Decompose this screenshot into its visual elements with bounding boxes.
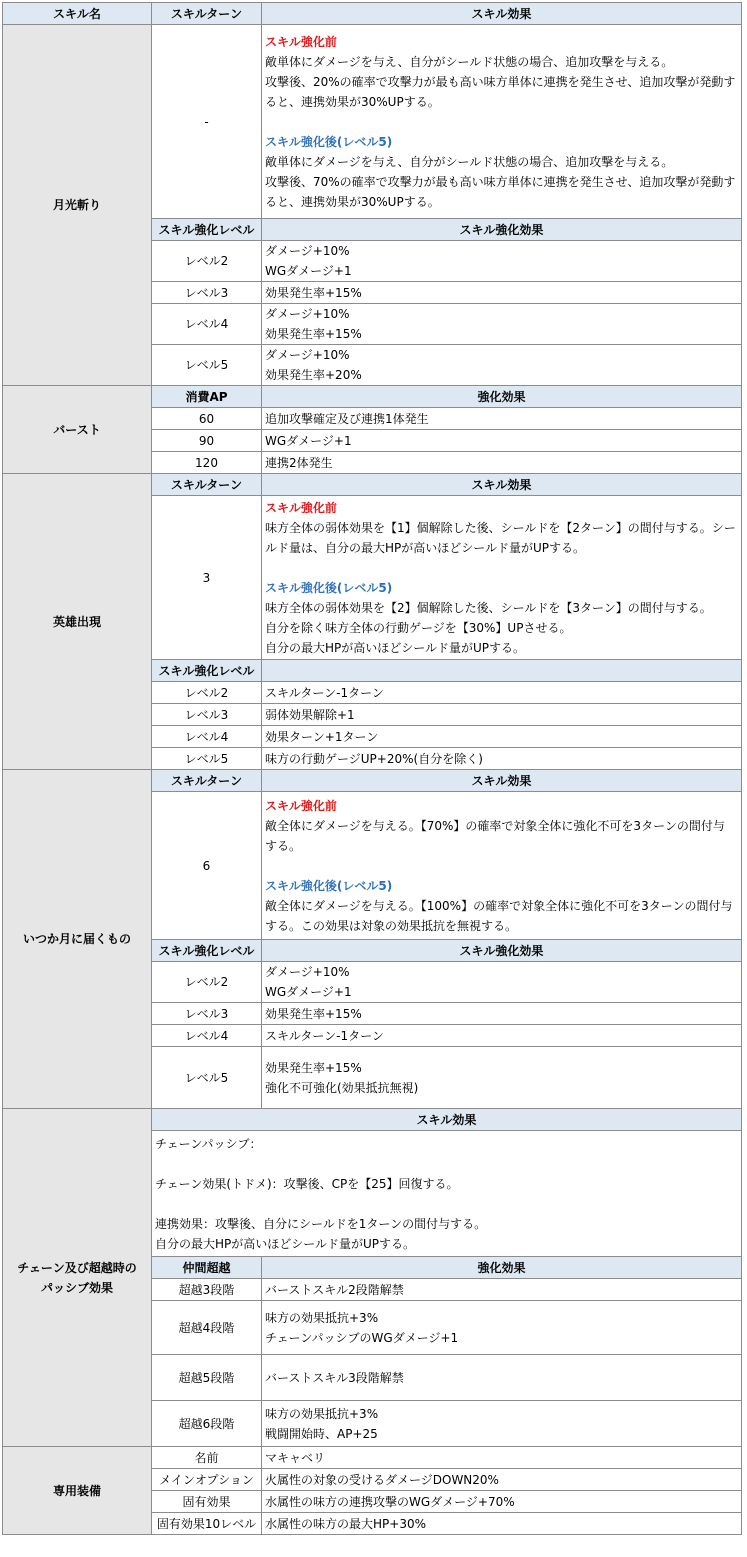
header-skill-name: スキル名 [3, 3, 152, 25]
header-skill-turn: スキルターン [152, 3, 262, 25]
skill2-effect [262, 496, 742, 660]
skill2-level-header: スキル強化レベル [152, 660, 262, 682]
skill2-before-line-1: 味方全体の弱体効果を【1】個解除した後、シールドを【2ターン】の間付与する。シー [265, 520, 736, 535]
skill1-after-line-3: ると、連携効果が30%UPする。 [265, 194, 440, 209]
skill2-header-row [3, 474, 742, 496]
equip-label-2: メインオプション [152, 1469, 262, 1491]
skill3-turn-header: スキルターン [152, 770, 262, 792]
passive-header-row [3, 1109, 742, 1131]
skill2-level-2: レベル2 [152, 682, 262, 704]
burst-effect-header: 強化効果 [262, 386, 742, 408]
burst-header-row [3, 386, 742, 408]
skill2-level-effect-header [262, 660, 742, 682]
skill3-name: いつか月に届くもの [3, 770, 152, 1109]
skill3-level-4: レベル4 [152, 1025, 262, 1047]
burst-ap-3: 120 [152, 452, 262, 474]
skill3-effect-header: スキル効果 [262, 770, 742, 792]
skill1-level-header: スキル強化レベル [152, 219, 262, 241]
skill2-after-label: スキル強化後(レベル5) [265, 580, 393, 595]
passive-trans-3-effect: バーストスキル2段階解禁 [262, 1279, 742, 1301]
skill1-before-label: スキル強化前 [265, 34, 337, 49]
skill2-turn-header: スキルターン [152, 474, 262, 496]
equip-value-1: マキャベリ [262, 1447, 742, 1469]
passive-link-line-1: 連携効果：攻撃後、自分にシールドを1ターンの間付与する。 [155, 1216, 487, 1231]
skill1-turn: - [152, 25, 262, 219]
burst-effect-2: WGダメージ+1 [262, 430, 742, 452]
skill2-after-line-3: 自分の最大HPが高いほどシールド量がUPする。 [265, 640, 526, 655]
skill1-before-line-2: 攻撃後、20%の確率で攻撃力が最も高い味方単体に連携を発生させ、追加攻撃が発動す [265, 74, 736, 89]
passive-trans-6-effect [262, 1401, 742, 1447]
passive-trans-4-line-2: チェーンパッシブのWGダメージ+1 [265, 1330, 459, 1345]
skill2-effect-header: スキル効果 [262, 474, 742, 496]
skill1-after-label: スキル強化後(レベル5) [265, 134, 393, 149]
passive-trans-5: 超越5段階 [152, 1355, 262, 1401]
skill1-after-line-2: 攻撃後、70%の確率で攻撃力が最も高い味方単体に連携を発生させ、追加攻撃が発動す [265, 174, 736, 189]
table-header-row [3, 3, 742, 25]
passive-effect [152, 1131, 742, 1257]
equip-value-2: 火属性の対象の受けるダメージDOWN20% [262, 1469, 742, 1491]
equip-row [3, 1447, 742, 1469]
skill3-level-5-line-1: 効果発生率+15% [265, 1060, 362, 1075]
skill1-effect [262, 25, 742, 219]
skill2-level-2-effect: スキルターン-1ターン [262, 682, 742, 704]
skill1-level-5-line-2: 効果発生率+20% [265, 368, 362, 382]
skill3-level-header: スキル強化レベル [152, 940, 262, 962]
burst-ap-header: 消費AP [152, 386, 262, 408]
skill3-after-label: スキル強化後(レベル5) [265, 878, 393, 893]
skill-table [2, 2, 742, 1535]
passive-trans-6-line-1: 味方の効果抵抗+3% [265, 1406, 379, 1421]
skill3-after-line-1: 敵全体にダメージを与える。【100%】の確率で対象全体に強化不可を3ターンの間付与 [265, 898, 733, 913]
passive-trans-4: 超越4段階 [152, 1301, 262, 1355]
skill3-level-3: レベル3 [152, 1003, 262, 1025]
skill3-turn: 6 [152, 792, 262, 940]
skill1-level-2-line-2: WGダメージ+1 [265, 264, 352, 278]
equip-label-1: 名前 [152, 1447, 262, 1469]
equip-value-3: 水属性の味方の連携攻撃のWGダメージ+70% [262, 1491, 742, 1513]
skill1-level-4-effect [262, 304, 742, 345]
passive-trans-effect-header: 強化効果 [262, 1257, 742, 1279]
skill1-main-row [3, 25, 742, 219]
passive-trans-4-line-1: 味方の効果抵抗+3% [265, 1310, 379, 1325]
skill3-level-effect-header: スキル強化効果 [262, 940, 742, 962]
skill1-before-line-1: 敵単体にダメージを与え、自分がシールド状態の場合、追加攻撃を与える。 [265, 54, 674, 69]
skill2-after-line-1: 味方全体の弱体効果を【2】個解除した後、シールドを【3ターン】の間付与する。 [265, 600, 712, 615]
skill2-after-line-2: 自分を除く味方全体の行動ゲージを【30%】UPさせる。 [265, 620, 572, 635]
burst-ap-1: 60 [152, 408, 262, 430]
skill3-header-row [3, 770, 742, 792]
skill3-level-5: レベル5 [152, 1047, 262, 1109]
skill3-effect [262, 792, 742, 940]
skill1-after-line-1: 敵単体にダメージを与え、自分がシールド状態の場合、追加攻撃を与える。 [265, 154, 674, 169]
skill2-level-3: レベル3 [152, 704, 262, 726]
skill2-name: 英雄出現 [3, 474, 152, 770]
passive-trans-5-effect: バーストスキル3段階解禁 [262, 1355, 742, 1401]
passive-trans-4-effect [262, 1301, 742, 1355]
skill1-before-line-3: ると、連携効果が30%UPする。 [265, 94, 440, 109]
skill1-level-effect-header: スキル強化効果 [262, 219, 742, 241]
burst-name: バースト [3, 386, 152, 474]
skill3-before-label: スキル強化前 [265, 798, 337, 813]
skill3-level-2-effect [262, 962, 742, 1003]
skill1-name: 月光斬り [3, 25, 152, 386]
passive-link-line-2: 自分の最大HPが高いほどシールド量がUPする。 [155, 1236, 416, 1251]
skill3-before-line-1: 敵全体にダメージを与える。【70%】の確率で対象全体に強化不可を3ターンの間付与 [265, 818, 725, 833]
passive-effect-header: スキル効果 [152, 1109, 742, 1131]
burst-effect-3: 連携2体発生 [262, 452, 742, 474]
passive-trans-3: 超越3段階 [152, 1279, 262, 1301]
skill3-after-line-2: する。この効果は対象の効果抵抗を無視する。 [265, 918, 518, 933]
equip-value-4: 水属性の味方の最大HP+30% [262, 1513, 742, 1535]
skill3-level-2-line-2: WGダメージ+1 [265, 985, 352, 999]
passive-name-line-2: パッシブ効果 [40, 1280, 113, 1295]
skill1-level-3-effect: 効果発生率+15% [262, 282, 742, 304]
passive-chain-effect: チェーン効果(トドメ)：攻撃後、CPを【25】回復する。 [155, 1176, 459, 1191]
skill3-level-5-effect [262, 1047, 742, 1109]
equip-label-4: 固有効果10レベル [152, 1513, 262, 1535]
skill1-level-3: レベル3 [152, 282, 262, 304]
skill1-level-4-line-1: ダメージ+10% [265, 307, 350, 321]
skill1-level-4: レベル4 [152, 304, 262, 345]
skill1-level-2: レベル2 [152, 241, 262, 282]
skill1-level-5-line-1: ダメージ+10% [265, 348, 350, 362]
burst-effect-1: 追加攻撃確定及び連携1体発生 [262, 408, 742, 430]
skill1-level-4-line-2: 効果発生率+15% [265, 327, 362, 341]
passive-chain-label: チェーンパッシブ： [155, 1136, 262, 1151]
skill2-turn: 3 [152, 496, 262, 660]
skill3-level-4-effect: スキルターン-1ターン [262, 1025, 742, 1047]
skill2-before-line-2: ルド量は、自分の最大HPが高いほどシールド量がUPする。 [265, 540, 586, 555]
passive-name [3, 1109, 152, 1447]
skill2-level-4: レベル4 [152, 726, 262, 748]
skill3-level-2: レベル2 [152, 962, 262, 1003]
passive-trans-6: 超越6段階 [152, 1401, 262, 1447]
header-skill-effect: スキル効果 [262, 3, 742, 25]
skill1-level-2-effect [262, 241, 742, 282]
skill3-level-3-effect: 効果発生率+15% [262, 1003, 742, 1025]
passive-trans-header: 仲間超越 [152, 1257, 262, 1279]
burst-ap-2: 90 [152, 430, 262, 452]
skill2-level-5-effect: 味方の行動ゲージUP+20%(自分を除く) [262, 748, 742, 770]
equip-name: 専用装備 [3, 1447, 152, 1535]
skill1-level-5: レベル5 [152, 345, 262, 386]
skill2-level-4-effect: 効果ターン+1ターン [262, 726, 742, 748]
passive-trans-6-line-2: 戦闘開始時、AP+25 [265, 1426, 378, 1441]
skill2-level-5: レベル5 [152, 748, 262, 770]
skill3-level-5-line-2: 強化不可強化(効果抵抗無視) [265, 1080, 419, 1095]
skill3-before-line-2: する。 [265, 838, 302, 853]
skill2-level-3-effect: 弱体効果解除+1 [262, 704, 742, 726]
equip-label-3: 固有効果 [152, 1491, 262, 1513]
skill3-level-2-line-1: ダメージ+10% [265, 965, 350, 979]
skill1-level-2-line-1: ダメージ+10% [265, 244, 350, 258]
skill1-level-5-effect [262, 345, 742, 386]
passive-name-line-1: チェーン及び超越時の [17, 1260, 137, 1275]
skill2-before-label: スキル強化前 [265, 500, 337, 515]
